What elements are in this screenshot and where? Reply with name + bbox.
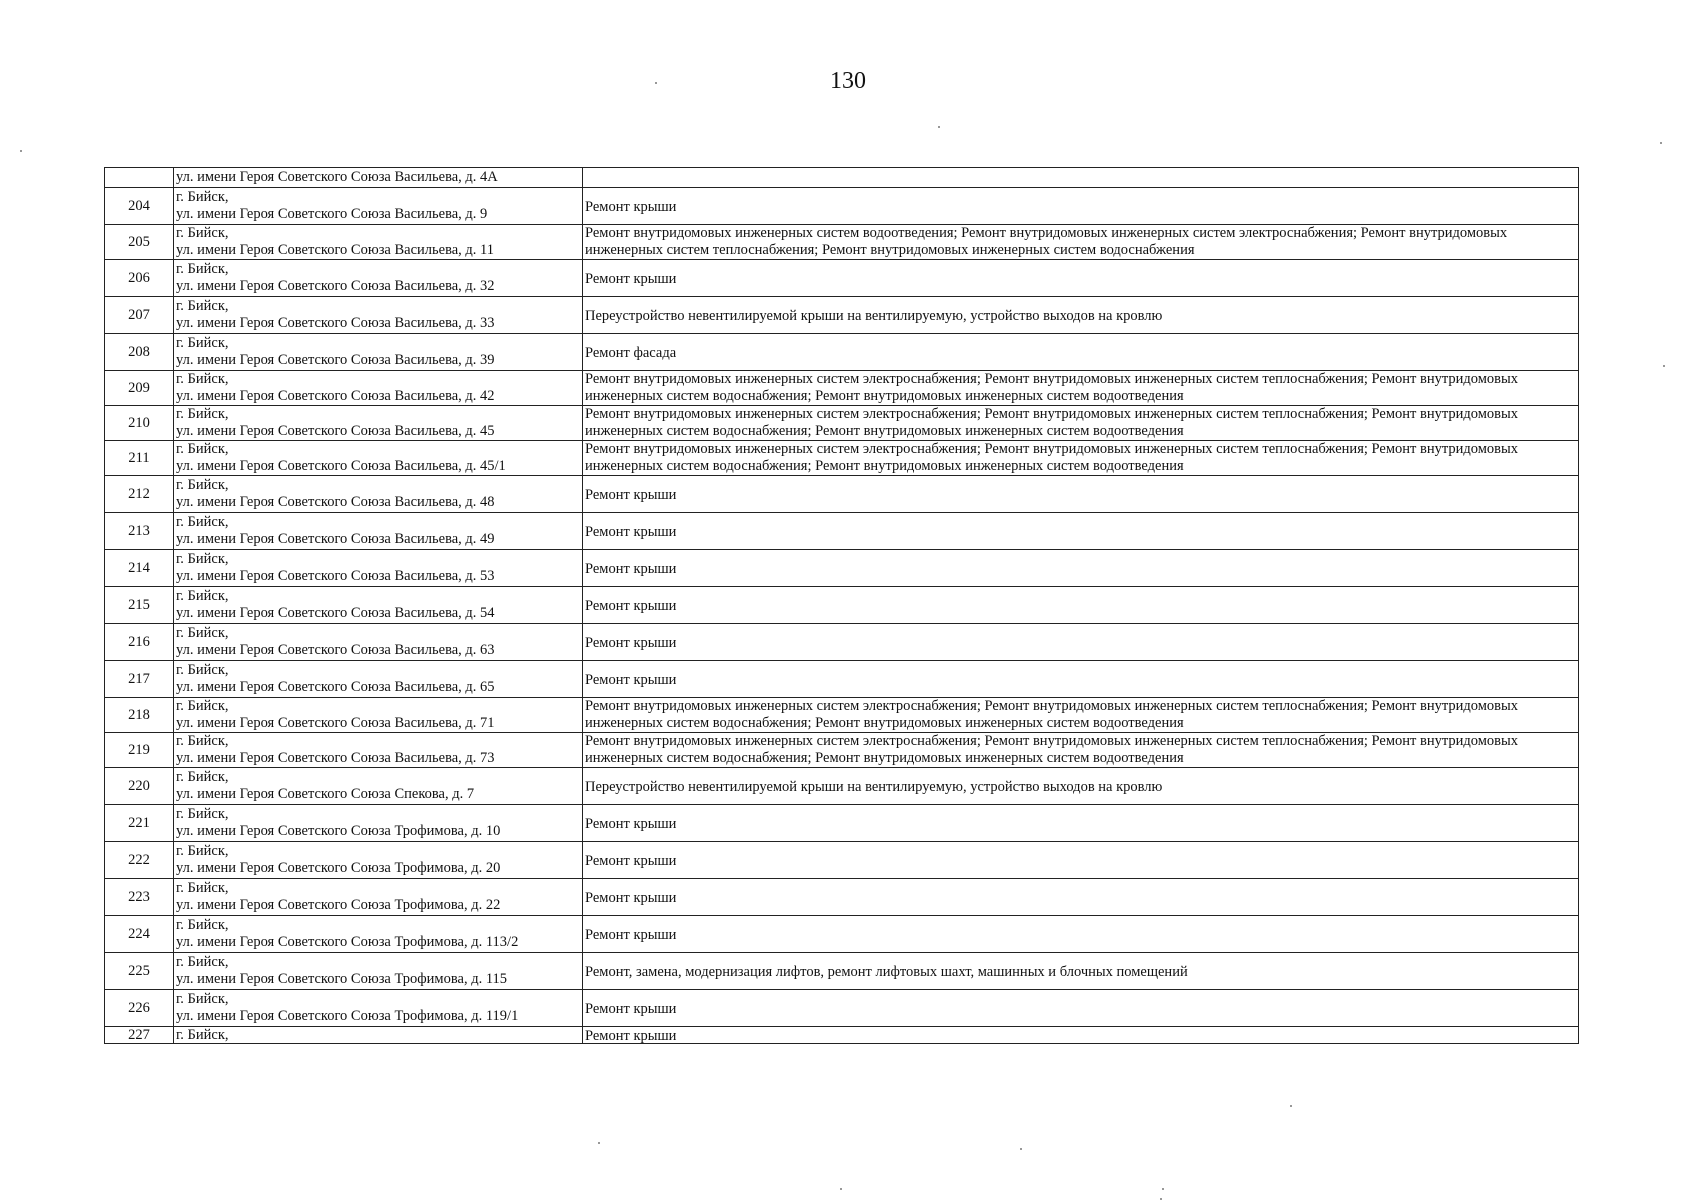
address-cell (174, 188, 583, 225)
address-city: г. Бийск, (176, 806, 229, 822)
work-type-cell: Переустройство невентилируемой крыши на вентилируемую, устройство выходов на кровлю (583, 768, 1579, 805)
table-row (105, 188, 1579, 225)
row-number: 223 (105, 879, 174, 916)
address-cell (174, 334, 583, 371)
work-type-cell: Ремонт внутридомовых инженерных систем электроснабжения; Ремонт внутридомовых инженерных систем теплоснабжения; Ремонт внутридомовых инженерных систем водоснабжения; Ремонт внутридомовых инженерных систем водоотведения (583, 441, 1579, 476)
table-row (105, 733, 1579, 768)
table-row (105, 371, 1579, 406)
address-cell (174, 624, 583, 661)
address-city: г. Бийск, (176, 625, 229, 641)
address-city: г. Бийск, (176, 335, 229, 351)
row-number: 212 (105, 476, 174, 513)
address-cell (174, 550, 583, 587)
address-street: ул. имени Героя Советского Союза Трофимова, д. 115 (176, 971, 508, 987)
address-street: ул. имени Героя Советского Союза Васильева, д. 45 (176, 423, 495, 439)
address-cell (174, 916, 583, 953)
table-row (105, 513, 1579, 550)
table-row (105, 698, 1579, 733)
address-cell (174, 297, 583, 334)
work-type-cell: Ремонт крыши (583, 188, 1579, 225)
work-type-cell: Ремонт крыши (583, 916, 1579, 953)
address-street: ул. имени Героя Советского Союза Васильева, д. 32 (176, 278, 495, 294)
table-row (105, 805, 1579, 842)
repair-register-table (104, 167, 1579, 1044)
address-cell (174, 879, 583, 916)
address-cell (174, 476, 583, 513)
work-type-cell: Ремонт крыши (583, 476, 1579, 513)
address-street: ул. имени Героя Советского Союза Васильева, д. 42 (176, 388, 495, 404)
address-city: г. Бийск, (176, 189, 229, 205)
row-number: 217 (105, 661, 174, 698)
address-cell (174, 260, 583, 297)
address-street: ул. имени Героя Советского Союза Васильева, д. 9 (176, 206, 488, 222)
row-number: 213 (105, 513, 174, 550)
address-city: г. Бийск, (176, 1028, 229, 1042)
address-city: г. Бийск, (176, 371, 229, 387)
table-row (105, 406, 1579, 441)
address-city: г. Бийск, (176, 225, 229, 241)
row-number: 225 (105, 953, 174, 990)
work-type-cell: Ремонт внутридомовых инженерных систем электроснабжения; Ремонт внутридомовых инженерных систем теплоснабжения; Ремонт внутридомовых инженерных систем водоснабжения; Ремонт внутридомовых инженерных систем водоотведения (583, 406, 1579, 441)
address-street: ул. имени Героя Советского Союза Васильева, д. 49 (176, 531, 495, 547)
work-type-cell: Ремонт крыши (583, 990, 1579, 1027)
address-cell (174, 1027, 583, 1044)
register-body (105, 168, 1579, 1044)
row-number: 224 (105, 916, 174, 953)
address-street: ул. имени Героя Советского Союза Трофимова, д. 10 (176, 823, 501, 839)
address-cell (174, 953, 583, 990)
address-street: ул. имени Героя Советского Союза Васильева, д. 63 (176, 642, 495, 658)
work-type-cell: Ремонт крыши (583, 550, 1579, 587)
address-cell (174, 168, 583, 188)
row-number: 221 (105, 805, 174, 842)
address-street: ул. имени Героя Советского Союза Васильева, д. 33 (176, 315, 495, 331)
table-row (105, 260, 1579, 297)
page-number: 130 (830, 68, 866, 94)
row-number: 216 (105, 624, 174, 661)
address-city: г. Бийск, (176, 588, 229, 604)
address-city: г. Бийск, (176, 880, 229, 896)
table-row (105, 441, 1579, 476)
address-street: ул. имени Героя Советского Союза Васильева, д. 54 (176, 605, 495, 621)
table-row (105, 624, 1579, 661)
work-type-cell: Ремонт крыши (583, 805, 1579, 842)
row-number: 209 (105, 371, 174, 406)
table-row (105, 225, 1579, 260)
address-city: г. Бийск, (176, 698, 229, 714)
address-city: г. Бийск, (176, 733, 229, 749)
address-street: ул. имени Героя Советского Союза Васильева, д. 39 (176, 352, 495, 368)
address-street: ул. имени Героя Советского Союза Васильева, д. 73 (176, 750, 495, 766)
table-row (105, 297, 1579, 334)
address-cell (174, 842, 583, 879)
address-street: ул. имени Героя Советского Союза Васильева, д. 45/1 (176, 458, 506, 474)
row-number: 210 (105, 406, 174, 441)
address-cell (174, 805, 583, 842)
work-type-cell: Ремонт крыши (583, 587, 1579, 624)
row-number: 208 (105, 334, 174, 371)
address-cell (174, 587, 583, 624)
address-cell (174, 371, 583, 406)
address-city: г. Бийск, (176, 662, 229, 678)
row-number: 222 (105, 842, 174, 879)
address-street: ул. имени Героя Советского Союза Васильева, д. 65 (176, 679, 495, 695)
table-row (105, 476, 1579, 513)
address-cell (174, 768, 583, 805)
address-city: г. Бийск, (176, 769, 229, 785)
address-cell (174, 698, 583, 733)
table-row (105, 550, 1579, 587)
table-row (105, 768, 1579, 805)
table-row (105, 168, 1579, 188)
work-type-cell: Переустройство невентилируемой крыши на вентилируемую, устройство выходов на кровлю (583, 297, 1579, 334)
address-city: г. Бийск, (176, 406, 229, 422)
work-type-cell: Ремонт фасада (583, 334, 1579, 371)
address-city: г. Бийск, (176, 441, 229, 457)
address-city: г. Бийск, (176, 477, 229, 493)
work-type-cell: Ремонт крыши (583, 842, 1579, 879)
row-number: 214 (105, 550, 174, 587)
address-city: г. Бийск, (176, 298, 229, 314)
address-cell (174, 406, 583, 441)
address-street: ул. имени Героя Советского Союза Васильева, д. 48 (176, 494, 495, 510)
work-type-cell: Ремонт крыши (583, 879, 1579, 916)
address-cell (174, 441, 583, 476)
work-type-cell: Ремонт внутридомовых инженерных систем электроснабжения; Ремонт внутридомовых инженерных систем теплоснабжения; Ремонт внутридомовых инженерных систем водоснабжения; Ремонт внутридомовых инженерных систем водоотведения (583, 371, 1579, 406)
table-row (105, 1027, 1579, 1044)
row-number: 220 (105, 768, 174, 805)
table-row (105, 879, 1579, 916)
work-type-cell: Ремонт крыши (583, 260, 1579, 297)
address-street: ул. имени Героя Советского Союза Трофимова, д. 20 (176, 860, 501, 876)
row-number: 226 (105, 990, 174, 1027)
table-row (105, 587, 1579, 624)
work-type-cell (583, 168, 1579, 188)
address-cell (174, 513, 583, 550)
row-number: 219 (105, 733, 174, 768)
address-city: г. Бийск, (176, 991, 229, 1007)
address-city: г. Бийск, (176, 514, 229, 530)
work-type-cell: Ремонт крыши (583, 624, 1579, 661)
work-type-cell: Ремонт внутридомовых инженерных систем электроснабжения; Ремонт внутридомовых инженерных систем теплоснабжения; Ремонт внутридомовых инженерных систем водоснабжения; Ремонт внутридомовых инженерных систем водоотведения (583, 733, 1579, 768)
row-number: 205 (105, 225, 174, 260)
address-cell (174, 225, 583, 260)
address-city: г. Бийск, (176, 954, 229, 970)
address-city: ул. имени Героя Советского Союза Васильева, д. 4А (176, 169, 498, 185)
table-row (105, 334, 1579, 371)
work-type-cell: Ремонт крыши (583, 513, 1579, 550)
table-row (105, 916, 1579, 953)
address-cell (174, 661, 583, 698)
work-type-cell: Ремонт крыши (583, 1027, 1579, 1044)
row-number: 207 (105, 297, 174, 334)
address-city: г. Бийск, (176, 551, 229, 567)
row-number: 215 (105, 587, 174, 624)
table-row (105, 990, 1579, 1027)
row-number (105, 168, 174, 188)
table-row (105, 842, 1579, 879)
work-type-cell: Ремонт крыши (583, 661, 1579, 698)
row-number: 211 (105, 441, 174, 476)
work-type-cell: Ремонт, замена, модернизация лифтов, ремонт лифтовых шахт, машинных и блочных помещений (583, 953, 1579, 990)
address-cell (174, 990, 583, 1027)
row-number: 206 (105, 260, 174, 297)
table-row (105, 953, 1579, 990)
address-city: г. Бийск, (176, 917, 229, 933)
address-street: ул. имени Героя Советского Союза Васильева, д. 53 (176, 568, 495, 584)
row-number: 227 (105, 1027, 174, 1044)
address-street: ул. имени Героя Советского Союза Трофимова, д. 119/1 (176, 1008, 519, 1024)
address-city: г. Бийск, (176, 843, 229, 859)
address-street: ул. имени Героя Советского Союза Спекова, д. 7 (176, 786, 475, 802)
work-type-cell: Ремонт внутридомовых инженерных систем водоотведения; Ремонт внутридомовых инженерных систем электроснабжения; Ремонт внутридомовых инженерных систем теплоснабжения; Ремонт внутридомовых инженерных систем водоснабжения (583, 225, 1579, 260)
address-street: ул. имени Героя Советского Союза Трофимова, д. 22 (176, 897, 501, 913)
row-number: 204 (105, 188, 174, 225)
address-street: ул. имени Героя Советского Союза Васильева, д. 71 (176, 715, 495, 731)
address-cell (174, 733, 583, 768)
work-type-cell: Ремонт внутридомовых инженерных систем электроснабжения; Ремонт внутридомовых инженерных систем теплоснабжения; Ремонт внутридомовых инженерных систем водоснабжения; Ремонт внутридомовых инженерных систем водоотведения (583, 698, 1579, 733)
table-row (105, 661, 1579, 698)
address-street: ул. имени Героя Советского Союза Трофимова, д. 113/2 (176, 934, 519, 950)
address-city: г. Бийск, (176, 261, 229, 277)
row-number: 218 (105, 698, 174, 733)
address-street: ул. имени Героя Советского Союза Васильева, д. 11 (176, 242, 494, 258)
